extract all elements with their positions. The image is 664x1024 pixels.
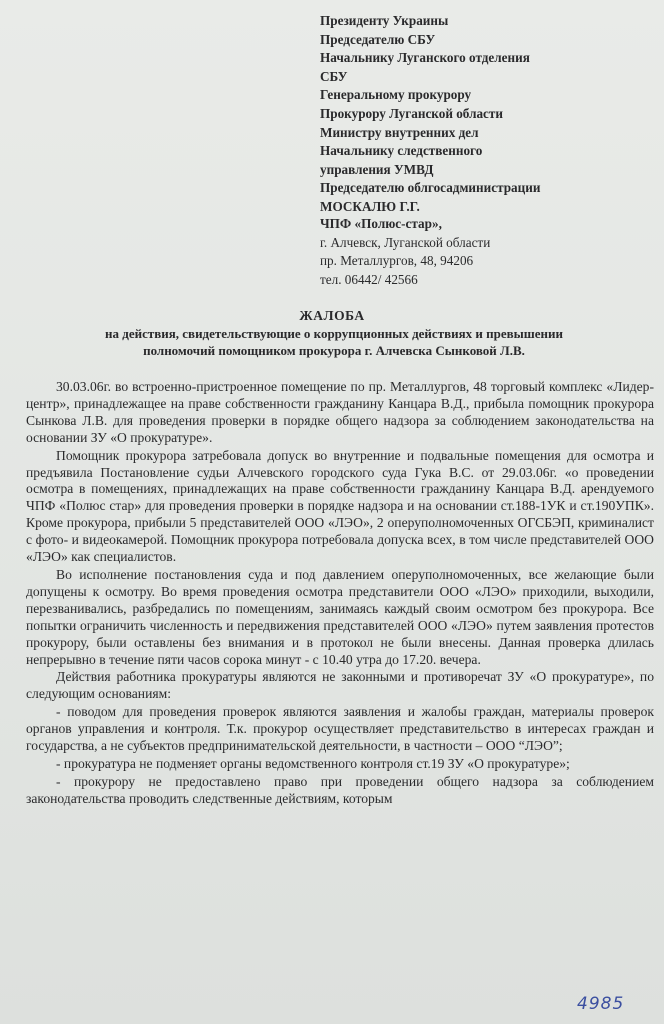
body-paragraph: 30.03.06г. во встроенно-пристроенное помещение по пр. Металлургов, 48 торговый комплекс «Лидер-центр», принадлежащее на праве собственности гражданину Канцара В.Д., прибыла помощник прокурора Сынкова Л.В. для проведения проверки в порядке общего надзора за соблюдением законодательства на основании ЗУ «О прокуратуре».	[26, 379, 654, 445]
document-title: ЖАЛОБА	[299, 308, 365, 323]
addressee-line: Председателю СБУ	[320, 31, 436, 47]
sender-city: г. Алчевск, Луганской области	[320, 234, 491, 250]
addressee-line: Председателю облгосадминистрации	[320, 180, 541, 196]
list-item: - поводом для проведения проверок являются заявления и жалобы граждан, материалы проверок органов управления и контроля. Т.к. прокурор осуществляет представительство в интересах граждан и государства, а не субъектов предпринимательской деятельности, в частности – ООО “ЛЭО”;	[26, 704, 654, 754]
document-subtitle	[14, 326, 654, 359]
addressee-line: МОСКАЛЮ Г.Г.	[320, 198, 420, 214]
sender-address: пр. Металлургов, 48, 94206	[320, 253, 474, 268]
addressee-line: управления УМВД	[320, 161, 434, 177]
sender-block	[320, 215, 655, 289]
addressee-line: Начальнику Луганского отделения	[320, 50, 530, 66]
sender-phone: тел. 06442/ 42566	[320, 271, 418, 287]
addressee-block	[320, 12, 655, 217]
addressee-line: Генеральному прокурору	[320, 87, 472, 103]
addressee-line: Начальнику следственного	[320, 143, 483, 159]
addressee-line: Прокурору Луганской области	[320, 105, 503, 121]
body-paragraph: Действия работника прокуратуры являются не законными и противоречат ЗУ «О прокуратуре», по следующим основаниям:	[26, 669, 654, 702]
body-paragraph: Помощник прокурора затребовала допуск во внутренние и подвальные помещения для осмотра и предъявила Постановление судьи Алчевского городского суда Гука В.С. от 29.03.06г. «о проведении осмотра в помещениях, принадлежащих на праве собственности гражданину Канцара В.Д. арендуемого ЧПФ «Полюс стар» для проведения проверки в порядке надзора и на основании ст.188-1УК и ст.190УПК». Кроме прокурора, прибыли 5 представителей ООО «ЛЭО», 2 оперуполномоченных ОГСБЭП, криминалист с фото- и видеокамерой. Помощник прокурора потребовала допуска всех, в том числе представителей ООО «ЛЭО» как специалистов.	[26, 447, 654, 565]
subtitle-line: на действия, свидетельствующие о коррупционных действиях и превышении	[105, 326, 563, 341]
subtitle-line: полномочий помощником прокурора г. Алчевска Сынковой Л.В.	[143, 342, 525, 358]
sender-name: ЧПФ «Полюс-стар»,	[320, 216, 442, 231]
list-item: - прокурору не предоставлено право при проведении общего надзора за соблюдением законодательства проводить следственные действиям, которым	[26, 773, 654, 806]
list-item: - прокуратура не подменяет органы ведомственного контроля ст.19 ЗУ «О прокуратуре»;	[56, 755, 570, 771]
addressee-line: СБУ	[320, 68, 348, 84]
document-body	[26, 379, 654, 809]
addressee-line: Президенту Украины	[320, 13, 449, 28]
body-paragraph: Во исполнение постановления суда и под давлением оперуполномоченных, все желающие были допущены к осмотру. Во время проведения осмотра представители ООО «ЛЭО» приходили, выходили, перезванивались, разбредались по помещениям, занимаясь каждый своим осмотром без прокурора. Все попытки ограничить численность и передвижения представителей ООО «ЛЭО» путем заявления протестов прокурору, были оставлены без внимания и в протокол не были внесены. Данная проверка длилась непрерывно в течение пяти часов сорока минут - с 10.40 утра до 17.20. вечера.	[26, 566, 654, 667]
addressee-line: Министру внутренних дел	[320, 124, 479, 140]
handwritten-page-number: 4985	[577, 994, 625, 1014]
